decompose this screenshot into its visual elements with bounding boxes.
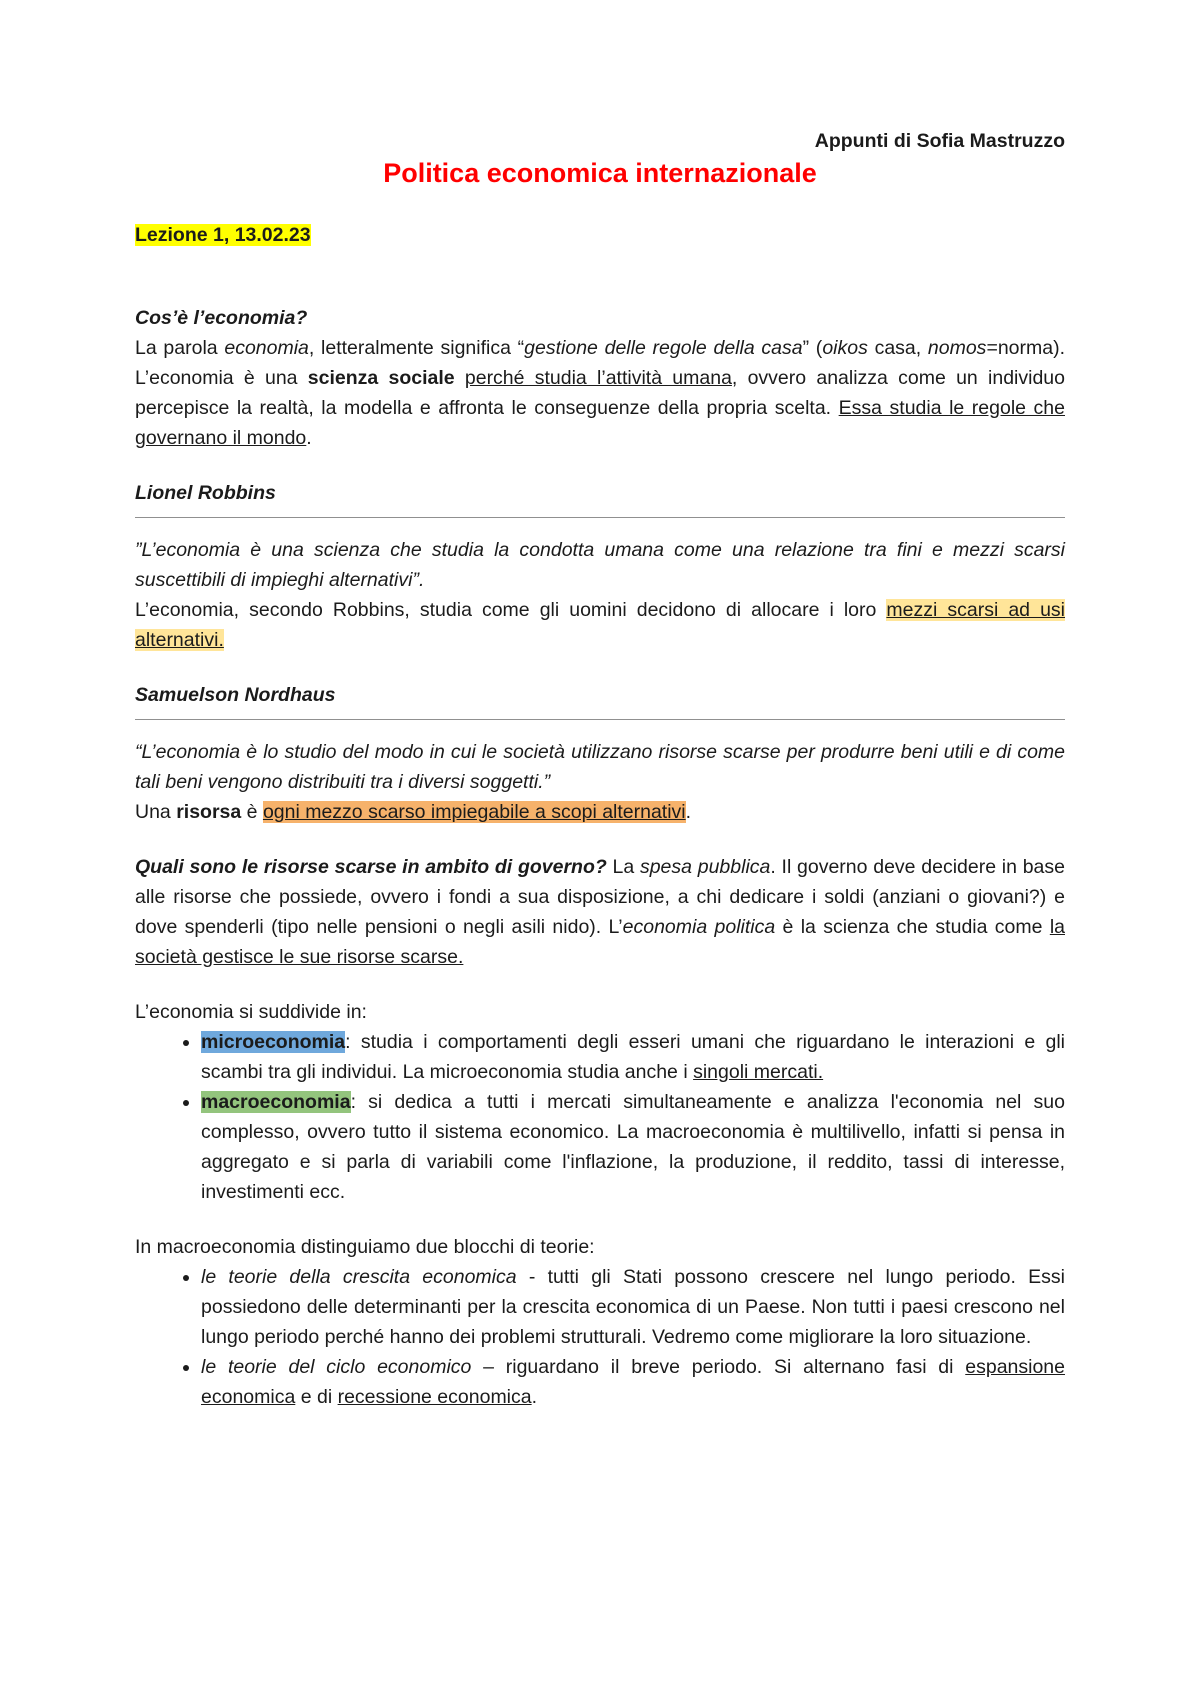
text-run: La xyxy=(606,856,640,878)
text-run: economia politica xyxy=(622,916,776,938)
text-run: le teorie della crescita economica xyxy=(201,1266,517,1288)
highlighted-text-run: microeconomia xyxy=(201,1031,346,1053)
list-teorie xyxy=(135,1262,1065,1412)
text-run: Una xyxy=(135,801,177,823)
quote-robbins xyxy=(135,535,1065,595)
author-note: Appunti di Sofia Mastruzzo xyxy=(814,130,1065,152)
lesson-label xyxy=(135,220,1065,250)
text-run: La parola xyxy=(135,337,225,359)
text-run: ”L’economia è una scienza che studia la condotta umana come una relazione tra fini e mezzi scarsi suscettibili di impieghi alternativi”. xyxy=(135,539,1065,591)
text-run: - tutti gli Stati possono crescere nel lungo periodo. Essi possiedono delle determinanti per la crescita economica di un Paese. Non tutti i paesi crescono nel lungo periodo perché hanno dei problemi strutturali. Vedremo come migliorare la loro situazione. xyxy=(201,1266,1066,1348)
text-run: nomos xyxy=(927,337,987,359)
text-run: . Il governo deve decidere in base alle risorse che possiede, ovvero i fondi a sua disposizione, a chi dedicare i soldi (anziani o giovani?) e dove spenderli (tipo nelle pensioni o negli asili nido). L’ xyxy=(135,856,1065,938)
paragraph-robbins-body xyxy=(135,595,1065,655)
paragraph-samuelson-body xyxy=(135,797,1065,827)
text-run: : studia i comportamenti degli esseri umani che riguardano le interazioni e gli scambi tra gli individui. La microeconomia studia anche i xyxy=(201,1031,1065,1083)
section-heading-robbins: Lionel Robbins xyxy=(135,482,276,504)
section-heading-cose: Cos’è l’economia? xyxy=(135,307,308,329)
divider-samuelson xyxy=(135,719,1065,720)
text-run: – riguardano il breve periodo. Si alternano fasi di xyxy=(471,1356,966,1378)
text-run: L’economia, secondo Robbins, studia come gli uomini decidono di allocare i loro xyxy=(135,599,887,621)
page-title: Politica economica internazionale xyxy=(383,158,817,188)
paragraph-suddivisione-intro: L’economia si suddivide in: xyxy=(135,1001,367,1023)
paragraph-cose-body xyxy=(135,333,1065,453)
text-run: singoli mercati. xyxy=(693,1061,824,1083)
quote-samuelson xyxy=(135,737,1065,797)
list-item-macroeconomia xyxy=(201,1087,1065,1207)
text-run: le teorie del ciclo economico xyxy=(201,1356,472,1378)
text-run: casa, xyxy=(867,337,928,359)
text-run: gestione delle regole della casa xyxy=(524,337,803,359)
list-item-teorie-ciclo xyxy=(201,1352,1065,1412)
text-run: oikos xyxy=(822,337,868,359)
section-heading-samuelson: Samuelson Nordhaus xyxy=(135,684,336,706)
text-run: ” ( xyxy=(802,337,823,359)
highlighted-text-run: Lezione 1, 13.02.23 xyxy=(135,224,311,246)
text-run: . xyxy=(685,801,692,823)
text-run xyxy=(455,367,465,389)
list-item-teorie-crescita xyxy=(201,1262,1065,1352)
text-run: la società gestisce le sue risorse scarse. xyxy=(135,916,1065,968)
text-run: scienza sociale xyxy=(307,367,455,389)
list-suddivisione xyxy=(135,1027,1065,1207)
list-item-microeconomia xyxy=(201,1027,1065,1087)
divider-robbins xyxy=(135,517,1065,518)
text-run: Essa studia le regole che governano il mondo xyxy=(135,397,1065,449)
paragraph-governo xyxy=(135,852,1065,972)
text-run: è la scienza che studia come xyxy=(775,916,1050,938)
text-run: =norma). L’economia è una xyxy=(135,337,1066,389)
text-run: spesa pubblica xyxy=(639,856,771,878)
text-run: perché studia l’attività umana xyxy=(464,367,732,389)
text-run: recessione economica xyxy=(337,1386,532,1408)
text-run: e di xyxy=(295,1386,338,1408)
text-run: economia xyxy=(224,337,309,359)
text-run: . xyxy=(306,427,312,449)
text-run: “L’economia è lo studio del modo in cui le società utilizzano risorse scarse per produrre beni utili e di come tali beni vengono distribuiti tra i diversi soggetti.” xyxy=(135,741,1065,793)
highlighted-text-run: mezzi scarsi ad usi alternativi. xyxy=(135,599,1065,651)
text-run: risorsa xyxy=(176,801,242,823)
highlighted-text-run: macroeconomia xyxy=(201,1091,351,1113)
text-run: espansione economica xyxy=(201,1356,1065,1408)
paragraph-teorie-intro: In macroeconomia distinguiamo due blocchi di teorie: xyxy=(135,1236,595,1258)
text-run: , ovvero analizza come un individuo percepisce la realtà, la modella e affronta le conseguenze della propria scelta. xyxy=(135,367,1065,419)
highlighted-text-run: ogni mezzo scarso impiegabile a scopi alternativi xyxy=(262,801,686,823)
text-run: è xyxy=(241,801,263,823)
text-run: : si dedica a tutti i mercati simultaneamente e analizza l'economia nel suo complesso, ovvero tutto il sistema economico. La macroeconomia è multilivello, infatti si pensa in aggregato e si parla di variabili come l'inflazione, la produzione, il reddito, tassi di interesse, investimenti ecc. xyxy=(201,1091,1065,1203)
text-run: , letteralmente significa “ xyxy=(308,337,525,359)
text-run: . xyxy=(531,1386,538,1408)
text-run: Quali sono le risorse scarse in ambito di governo? xyxy=(135,856,607,878)
